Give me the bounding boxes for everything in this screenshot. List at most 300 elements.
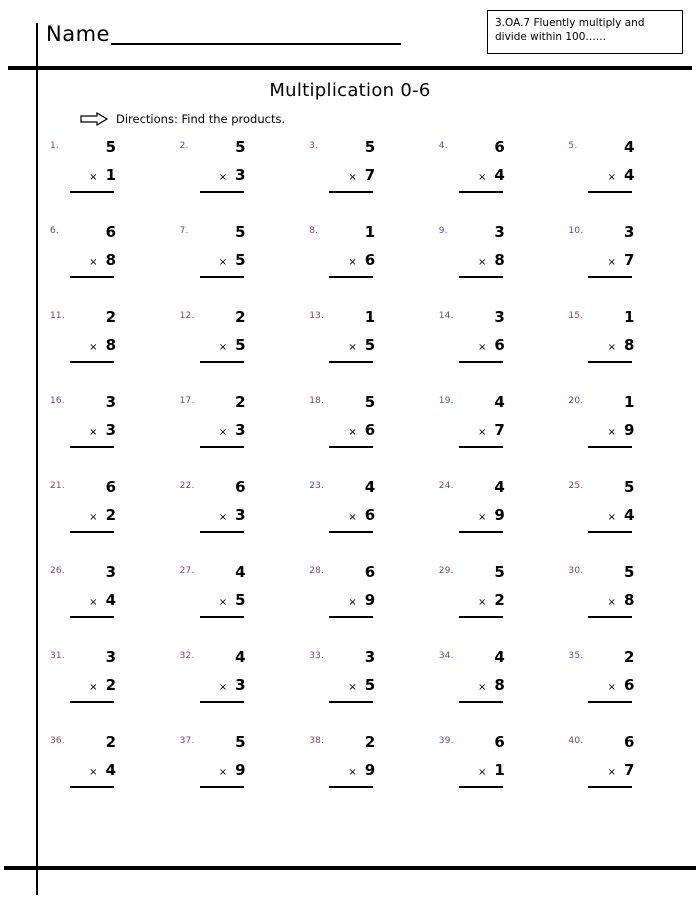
problem-23[interactable]: [303, 477, 433, 562]
multiplier: 7: [364, 166, 376, 184]
multiplicand: 1: [623, 308, 635, 326]
multiply-operator-icon: ×: [218, 427, 228, 438]
multiplier: 3: [235, 421, 246, 439]
footer-horizontal-rule: [4, 866, 696, 870]
multiplier: 5: [235, 336, 246, 354]
multiply-operator-icon: ×: [607, 172, 616, 183]
multiplier: 8: [105, 251, 116, 269]
answer-rule: [459, 701, 503, 703]
multiply-operator-icon: ×: [477, 767, 487, 778]
answer-rule: [200, 786, 244, 788]
problem-21[interactable]: [44, 477, 174, 562]
problem-number: 16.: [50, 396, 65, 406]
multiply-operator-icon: ×: [348, 257, 357, 268]
multiplier-row: [453, 250, 515, 273]
problem-38[interactable]: [303, 732, 433, 817]
multiplicand: 4: [494, 393, 505, 411]
problem-11[interactable]: [44, 307, 174, 392]
problem-number: 8.: [309, 226, 319, 236]
answer-rule: [200, 191, 244, 193]
problem-body: [453, 222, 515, 278]
problem-body: [582, 392, 644, 448]
answer-rule: [459, 191, 503, 193]
problem-number: 14.: [438, 311, 454, 321]
answer-rule: [329, 531, 373, 533]
multiplier-row: [582, 760, 644, 783]
answer-rule: [70, 276, 114, 278]
problem-18[interactable]: [303, 392, 433, 477]
problem-7[interactable]: [174, 222, 304, 307]
problem-number: 7.: [179, 226, 189, 236]
multiplier: 8: [494, 676, 505, 694]
problem-31[interactable]: [44, 647, 174, 732]
problem-body: [194, 137, 256, 193]
multiplier: 4: [105, 591, 116, 609]
problem-number: 2.: [179, 141, 189, 151]
problem-number: 34.: [438, 651, 454, 661]
answer-rule: [200, 701, 244, 703]
answer-rule: [329, 361, 373, 363]
multiplier-row: [194, 165, 256, 188]
answer-rule: [200, 446, 244, 448]
multiplier-row: [582, 250, 644, 273]
page-title: Multiplication 0-6: [269, 80, 431, 101]
multiplier: 3: [235, 506, 246, 524]
problem-body: [582, 562, 644, 618]
multiplier-row: [194, 335, 256, 358]
multiplier-row: [323, 760, 385, 783]
multiplier: 3: [105, 421, 116, 439]
problem-body: [64, 137, 126, 193]
multiplier-row: [453, 165, 515, 188]
problem-27[interactable]: [174, 562, 304, 647]
problem-body: [64, 562, 126, 618]
problem-8[interactable]: [303, 222, 433, 307]
problem-12[interactable]: [174, 307, 304, 392]
problem-6[interactable]: [44, 222, 174, 307]
multiplier: 2: [105, 676, 116, 694]
answer-rule: [70, 786, 114, 788]
problem-body: [194, 562, 256, 618]
problem-number: 9.: [438, 226, 448, 236]
multiplier-row: [323, 590, 385, 613]
problem-body: [194, 477, 256, 533]
multiply-operator-icon: ×: [477, 427, 487, 438]
multiply-operator-icon: ×: [89, 682, 98, 693]
problem-3[interactable]: [303, 137, 433, 222]
multiplier: 9: [364, 591, 376, 609]
multiplicand: 3: [105, 648, 116, 666]
answer-rule: [588, 616, 632, 618]
multiplier: 4: [494, 166, 505, 184]
multiplier: 4: [105, 761, 116, 779]
problem-body: [453, 647, 515, 703]
problem-24[interactable]: [433, 477, 563, 562]
multiplier-row: [453, 590, 515, 613]
directions-text: Directions: Find the products.: [116, 112, 286, 126]
problem-number: 36.: [50, 736, 65, 746]
multiply-operator-icon: ×: [477, 512, 487, 523]
multiplier-row: [64, 420, 126, 443]
problem-20[interactable]: [562, 392, 692, 477]
multiplier: 6: [364, 251, 376, 269]
problem-19[interactable]: [433, 392, 563, 477]
multiplier: 9: [364, 761, 376, 779]
multiply-operator-icon: ×: [348, 767, 357, 778]
problem-25[interactable]: [562, 477, 692, 562]
problem-number: 12.: [179, 311, 195, 321]
problem-number: 24.: [438, 481, 454, 491]
problem-34[interactable]: [433, 647, 563, 732]
multiplier-row: [194, 505, 256, 528]
multiplier-row: [194, 590, 256, 613]
problem-number: 21.: [50, 481, 65, 491]
problem-body: [194, 392, 256, 448]
multiply-operator-icon: ×: [89, 257, 98, 268]
left-margin-vertical-rule: [36, 23, 38, 895]
answer-rule: [329, 276, 373, 278]
problem-body: [194, 732, 256, 788]
multiplicand: 1: [364, 223, 376, 241]
multiplicand: 4: [494, 478, 505, 496]
answer-rule: [588, 786, 632, 788]
standard-code-box: 3.OA.7 Fluently multiply and divide within 100…...: [487, 10, 683, 54]
answer-rule: [70, 701, 114, 703]
multiply-operator-icon: ×: [218, 682, 228, 693]
multiplier: 8: [623, 336, 635, 354]
name-field-row: [46, 24, 401, 45]
multiply-operator-icon: ×: [218, 342, 228, 353]
problem-36[interactable]: [44, 732, 174, 817]
multiply-operator-icon: ×: [89, 767, 98, 778]
problem-16[interactable]: [44, 392, 174, 477]
multiplier-row: [453, 335, 515, 358]
multiplicand: 6: [235, 478, 246, 496]
problem-body: [582, 732, 644, 788]
problem-number: 4.: [438, 141, 448, 151]
problem-number: 10.: [568, 226, 584, 236]
problem-15[interactable]: [562, 307, 692, 392]
multiplier: 7: [623, 251, 635, 269]
multiply-operator-icon: ×: [218, 597, 228, 608]
multiplier-row: [194, 760, 256, 783]
problem-number: 32.: [179, 651, 195, 661]
problem-28[interactable]: [303, 562, 433, 647]
problem-40[interactable]: [562, 732, 692, 817]
multiply-operator-icon: ×: [477, 597, 487, 608]
multiply-operator-icon: ×: [477, 682, 487, 693]
multiplier-row: [453, 675, 515, 698]
problem-4[interactable]: [433, 137, 563, 222]
multiply-operator-icon: ×: [477, 257, 487, 268]
multiplier: 1: [105, 166, 116, 184]
answer-rule: [200, 276, 244, 278]
answer-rule: [588, 191, 632, 193]
multiplicand: 4: [364, 478, 376, 496]
multiplicand: 5: [235, 223, 246, 241]
problem-number: 11.: [50, 311, 65, 321]
problem-2[interactable]: [174, 137, 304, 222]
multiply-operator-icon: ×: [348, 427, 357, 438]
problem-body: [64, 647, 126, 703]
problem-body: [323, 137, 385, 193]
multiplier-row: [323, 675, 385, 698]
multiply-operator-icon: ×: [348, 597, 357, 608]
multiplicand: 3: [494, 308, 505, 326]
problem-body: [323, 307, 385, 363]
problem-10[interactable]: [562, 222, 692, 307]
multiplier: 5: [364, 336, 376, 354]
multiplier: 9: [494, 506, 505, 524]
multiplier: 2: [105, 506, 116, 524]
multiply-operator-icon: ×: [89, 512, 98, 523]
problem-number: 31.: [50, 651, 65, 661]
problem-body: [323, 647, 385, 703]
multiplier: 6: [623, 676, 635, 694]
multiplier: 6: [494, 336, 505, 354]
multiply-operator-icon: ×: [477, 342, 487, 353]
multiplier-row: [582, 590, 644, 613]
problem-32[interactable]: [174, 647, 304, 732]
answer-rule: [588, 701, 632, 703]
multiply-operator-icon: ×: [348, 682, 357, 693]
multiplier-row: [582, 505, 644, 528]
multiplicand: 2: [105, 733, 116, 751]
problem-body: [194, 307, 256, 363]
multiplier: 3: [235, 166, 246, 184]
problem-number: 27.: [179, 566, 195, 576]
answer-rule: [459, 361, 503, 363]
problem-13[interactable]: [303, 307, 433, 392]
multiplier-row: [582, 335, 644, 358]
problem-body: [64, 732, 126, 788]
multiplier-row: [64, 590, 126, 613]
multiplicand: 6: [105, 223, 116, 241]
answer-rule: [70, 531, 114, 533]
answer-rule: [200, 531, 244, 533]
answer-rule: [200, 616, 244, 618]
multiplicand: 2: [235, 393, 246, 411]
multiply-operator-icon: ×: [89, 172, 98, 183]
problem-number: 35.: [568, 651, 584, 661]
multiplier-row: [64, 335, 126, 358]
multiplicand: 6: [494, 138, 505, 156]
problem-26[interactable]: [44, 562, 174, 647]
problem-number: 39.: [438, 736, 454, 746]
problem-number: 19.: [438, 396, 454, 406]
problem-39[interactable]: [433, 732, 563, 817]
multiplicand: 2: [623, 648, 635, 666]
multiply-operator-icon: ×: [607, 767, 616, 778]
answer-rule: [459, 786, 503, 788]
multiplier: 4: [623, 166, 635, 184]
multiplier: 5: [235, 251, 246, 269]
directions-row: [80, 112, 285, 126]
problem-30[interactable]: [562, 562, 692, 647]
problem-body: [582, 477, 644, 533]
problem-1[interactable]: [44, 137, 174, 222]
problem-body: [323, 392, 385, 448]
name-label: Name: [46, 22, 110, 46]
problem-14[interactable]: [433, 307, 563, 392]
problem-body: [582, 137, 644, 193]
problem-body: [323, 732, 385, 788]
multiply-operator-icon: ×: [218, 257, 228, 268]
problem-body: [64, 307, 126, 363]
problem-body: [453, 392, 515, 448]
problem-number: 29.: [438, 566, 454, 576]
answer-rule: [70, 616, 114, 618]
name-input-blank[interactable]: [111, 26, 401, 45]
multiplier: 8: [623, 591, 635, 609]
multiply-operator-icon: ×: [607, 257, 616, 268]
problem-body: [194, 647, 256, 703]
problem-number: 17.: [179, 396, 195, 406]
multiplier-row: [64, 675, 126, 698]
problem-body: [582, 647, 644, 703]
multiplier-row: [64, 250, 126, 273]
problem-number: 23.: [309, 481, 325, 491]
problem-body: [453, 562, 515, 618]
answer-rule: [70, 361, 114, 363]
problem-37[interactable]: [174, 732, 304, 817]
multiplicand: 5: [364, 393, 376, 411]
answer-rule: [588, 361, 632, 363]
multiplier: 7: [623, 761, 635, 779]
problem-29[interactable]: [433, 562, 563, 647]
problem-33[interactable]: [303, 647, 433, 732]
multiplier: 8: [105, 336, 116, 354]
problem-body: [323, 562, 385, 618]
multiplier: 5: [364, 676, 376, 694]
multiplicand: 4: [494, 648, 505, 666]
multiplier-row: [194, 250, 256, 273]
answer-rule: [200, 361, 244, 363]
multiply-operator-icon: ×: [607, 512, 616, 523]
multiply-operator-icon: ×: [218, 172, 228, 183]
multiplier-row: [582, 675, 644, 698]
multiplier-row: [323, 165, 385, 188]
multiply-operator-icon: ×: [348, 342, 357, 353]
problem-number: 1.: [50, 141, 59, 151]
multiplier-row: [194, 420, 256, 443]
problem-number: 18.: [309, 396, 325, 406]
problem-body: [323, 477, 385, 533]
multiplicand: 5: [364, 138, 376, 156]
multiplicand: 2: [105, 308, 116, 326]
problem-number: 28.: [309, 566, 325, 576]
answer-rule: [329, 191, 373, 193]
answer-rule: [70, 191, 114, 193]
multiplier-row: [323, 250, 385, 273]
answer-rule: [329, 616, 373, 618]
answer-rule: [329, 786, 373, 788]
multiply-operator-icon: ×: [89, 427, 98, 438]
multiplicand: 6: [364, 563, 376, 581]
multiplicand: 6: [105, 478, 116, 496]
multiplicand: 4: [235, 563, 246, 581]
answer-rule: [459, 531, 503, 533]
multiplicand: 5: [623, 563, 635, 581]
multiply-operator-icon: ×: [89, 597, 98, 608]
problem-22[interactable]: [174, 477, 304, 562]
problem-body: [64, 392, 126, 448]
multiplicand: 6: [623, 733, 635, 751]
multiplier: 4: [623, 506, 635, 524]
multiplicand: 3: [623, 223, 635, 241]
multiplicand: 3: [494, 223, 505, 241]
problem-number: 3.: [309, 141, 319, 151]
multiplier-row: [64, 760, 126, 783]
multiply-operator-icon: ×: [607, 682, 616, 693]
multiplier-row: [323, 335, 385, 358]
multiply-operator-icon: ×: [607, 427, 616, 438]
multiplier: 7: [494, 421, 505, 439]
answer-rule: [459, 276, 503, 278]
problem-9[interactable]: [433, 222, 563, 307]
multiplier-row: [582, 165, 644, 188]
multiply-operator-icon: ×: [89, 342, 98, 353]
problem-body: [582, 307, 644, 363]
problem-number: 22.: [179, 481, 195, 491]
problem-body: [453, 477, 515, 533]
multiplicand: 5: [235, 138, 246, 156]
multiplier-row: [453, 420, 515, 443]
problem-number: 33.: [309, 651, 325, 661]
multiplier: 8: [494, 251, 505, 269]
problem-body: [64, 477, 126, 533]
problem-body: [323, 222, 385, 278]
multiplicand: 6: [494, 733, 505, 751]
answer-rule: [459, 616, 503, 618]
multiply-operator-icon: ×: [218, 512, 228, 523]
multiplier-row: [323, 505, 385, 528]
problem-5[interactable]: [562, 137, 692, 222]
problem-number: 40.: [568, 736, 584, 746]
problem-body: [453, 732, 515, 788]
multiplicand: 2: [235, 308, 246, 326]
multiplier-row: [323, 420, 385, 443]
multiplicand: 1: [364, 308, 376, 326]
multiply-operator-icon: ×: [607, 342, 616, 353]
problem-17[interactable]: [174, 392, 304, 477]
multiplier: 3: [235, 676, 246, 694]
multiplier: 6: [364, 421, 376, 439]
problem-body: [582, 222, 644, 278]
header-horizontal-rule: [8, 66, 692, 70]
answer-rule: [459, 446, 503, 448]
problem-number: 15.: [568, 311, 584, 321]
answer-rule: [588, 276, 632, 278]
problem-number: 38.: [309, 736, 325, 746]
multiplier-row: [453, 505, 515, 528]
multiplier-row: [582, 420, 644, 443]
multiplier-row: [194, 675, 256, 698]
problem-body: [64, 222, 126, 278]
problem-number: 37.: [179, 736, 195, 746]
problem-number: 20.: [568, 396, 584, 406]
answer-rule: [329, 446, 373, 448]
multiplicand: 4: [623, 138, 635, 156]
answer-rule: [70, 446, 114, 448]
multiplicand: 3: [105, 563, 116, 581]
multiply-operator-icon: ×: [348, 512, 357, 523]
problem-35[interactable]: [562, 647, 692, 732]
right-arrow-icon: [80, 112, 108, 126]
multiplier: 9: [235, 761, 246, 779]
multiplicand: 3: [105, 393, 116, 411]
problem-number: 13.: [309, 311, 325, 321]
